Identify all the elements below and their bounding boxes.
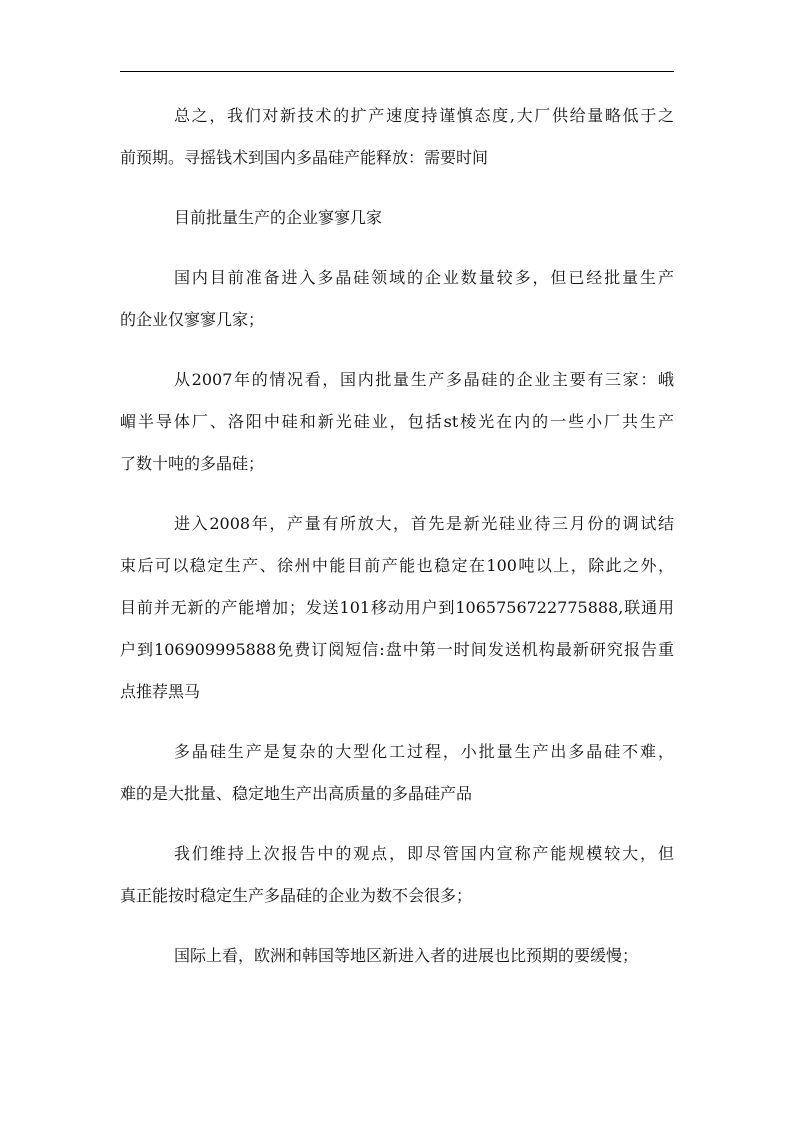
text-line: 总之，我们对新技术的扩产速度持谨慎态度,大厂供给量略低于之: [174, 106, 674, 125]
text-line: 进入2008年，产量有所放大，首先是新光硅业待三月份的调试结: [174, 514, 674, 533]
paragraph: [120, 503, 674, 713]
text-line: 束后可以稳定生产、徐州中能目前产能也稳定在100吨以上，除此之外，: [120, 556, 674, 575]
text-line: 了数十吨的多晶硅；: [120, 454, 265, 473]
text-line: 嵋半导体厂、洛阳中硅和新光硅业，包括st棱光在内的一些小厂共生产: [120, 412, 674, 431]
text-line: 从2007年的情况看，国内批量生产多晶硅的企业主要有三家：峨: [174, 370, 674, 389]
text-line: 的企业仅寥寥几家；: [120, 310, 265, 329]
text-line: 户到106909995888免费订阅短信:盘中第一时间发送机构最新研究报告重: [120, 640, 674, 659]
text-line: 目前并无新的产能增加；发送101移动用户到1065756722775888,联通用: [120, 598, 674, 617]
text-line: 国内目前准备进入多晶硅领域的企业数量较多，但已经批量生产: [174, 268, 674, 287]
paragraph: [120, 935, 674, 977]
header-rule: [120, 71, 674, 72]
text-line: 目前批量生产的企业寥寥几家: [174, 208, 383, 227]
paragraph: [120, 731, 674, 815]
paragraph: [120, 359, 674, 485]
text-line: 点推荐黑马: [120, 682, 201, 701]
text-line: 前预期。寻摇钱术到国内多晶硅产能释放：需要时间: [120, 148, 489, 167]
text-line: 真正能按时稳定生产多晶硅的企业为数不会很多；: [120, 886, 473, 905]
text-line: 多晶硅生产是复杂的大型化工过程，小批量生产出多晶硅不难，: [174, 742, 674, 761]
paragraph: [120, 95, 674, 179]
text-line: 我们维持上次报告中的观点，即尽管国内宣称产能规模较大，但: [174, 844, 674, 863]
document-body: [120, 95, 674, 995]
paragraph: [120, 197, 674, 239]
text-line: 难的是大批量、稳定地生产出高质量的多晶硅产品: [120, 784, 473, 803]
paragraph: [120, 257, 674, 341]
paragraph: [120, 833, 674, 917]
text-line: 国际上看，欧洲和韩国等地区新进入者的进展也比预期的要缓慢；: [174, 946, 639, 965]
